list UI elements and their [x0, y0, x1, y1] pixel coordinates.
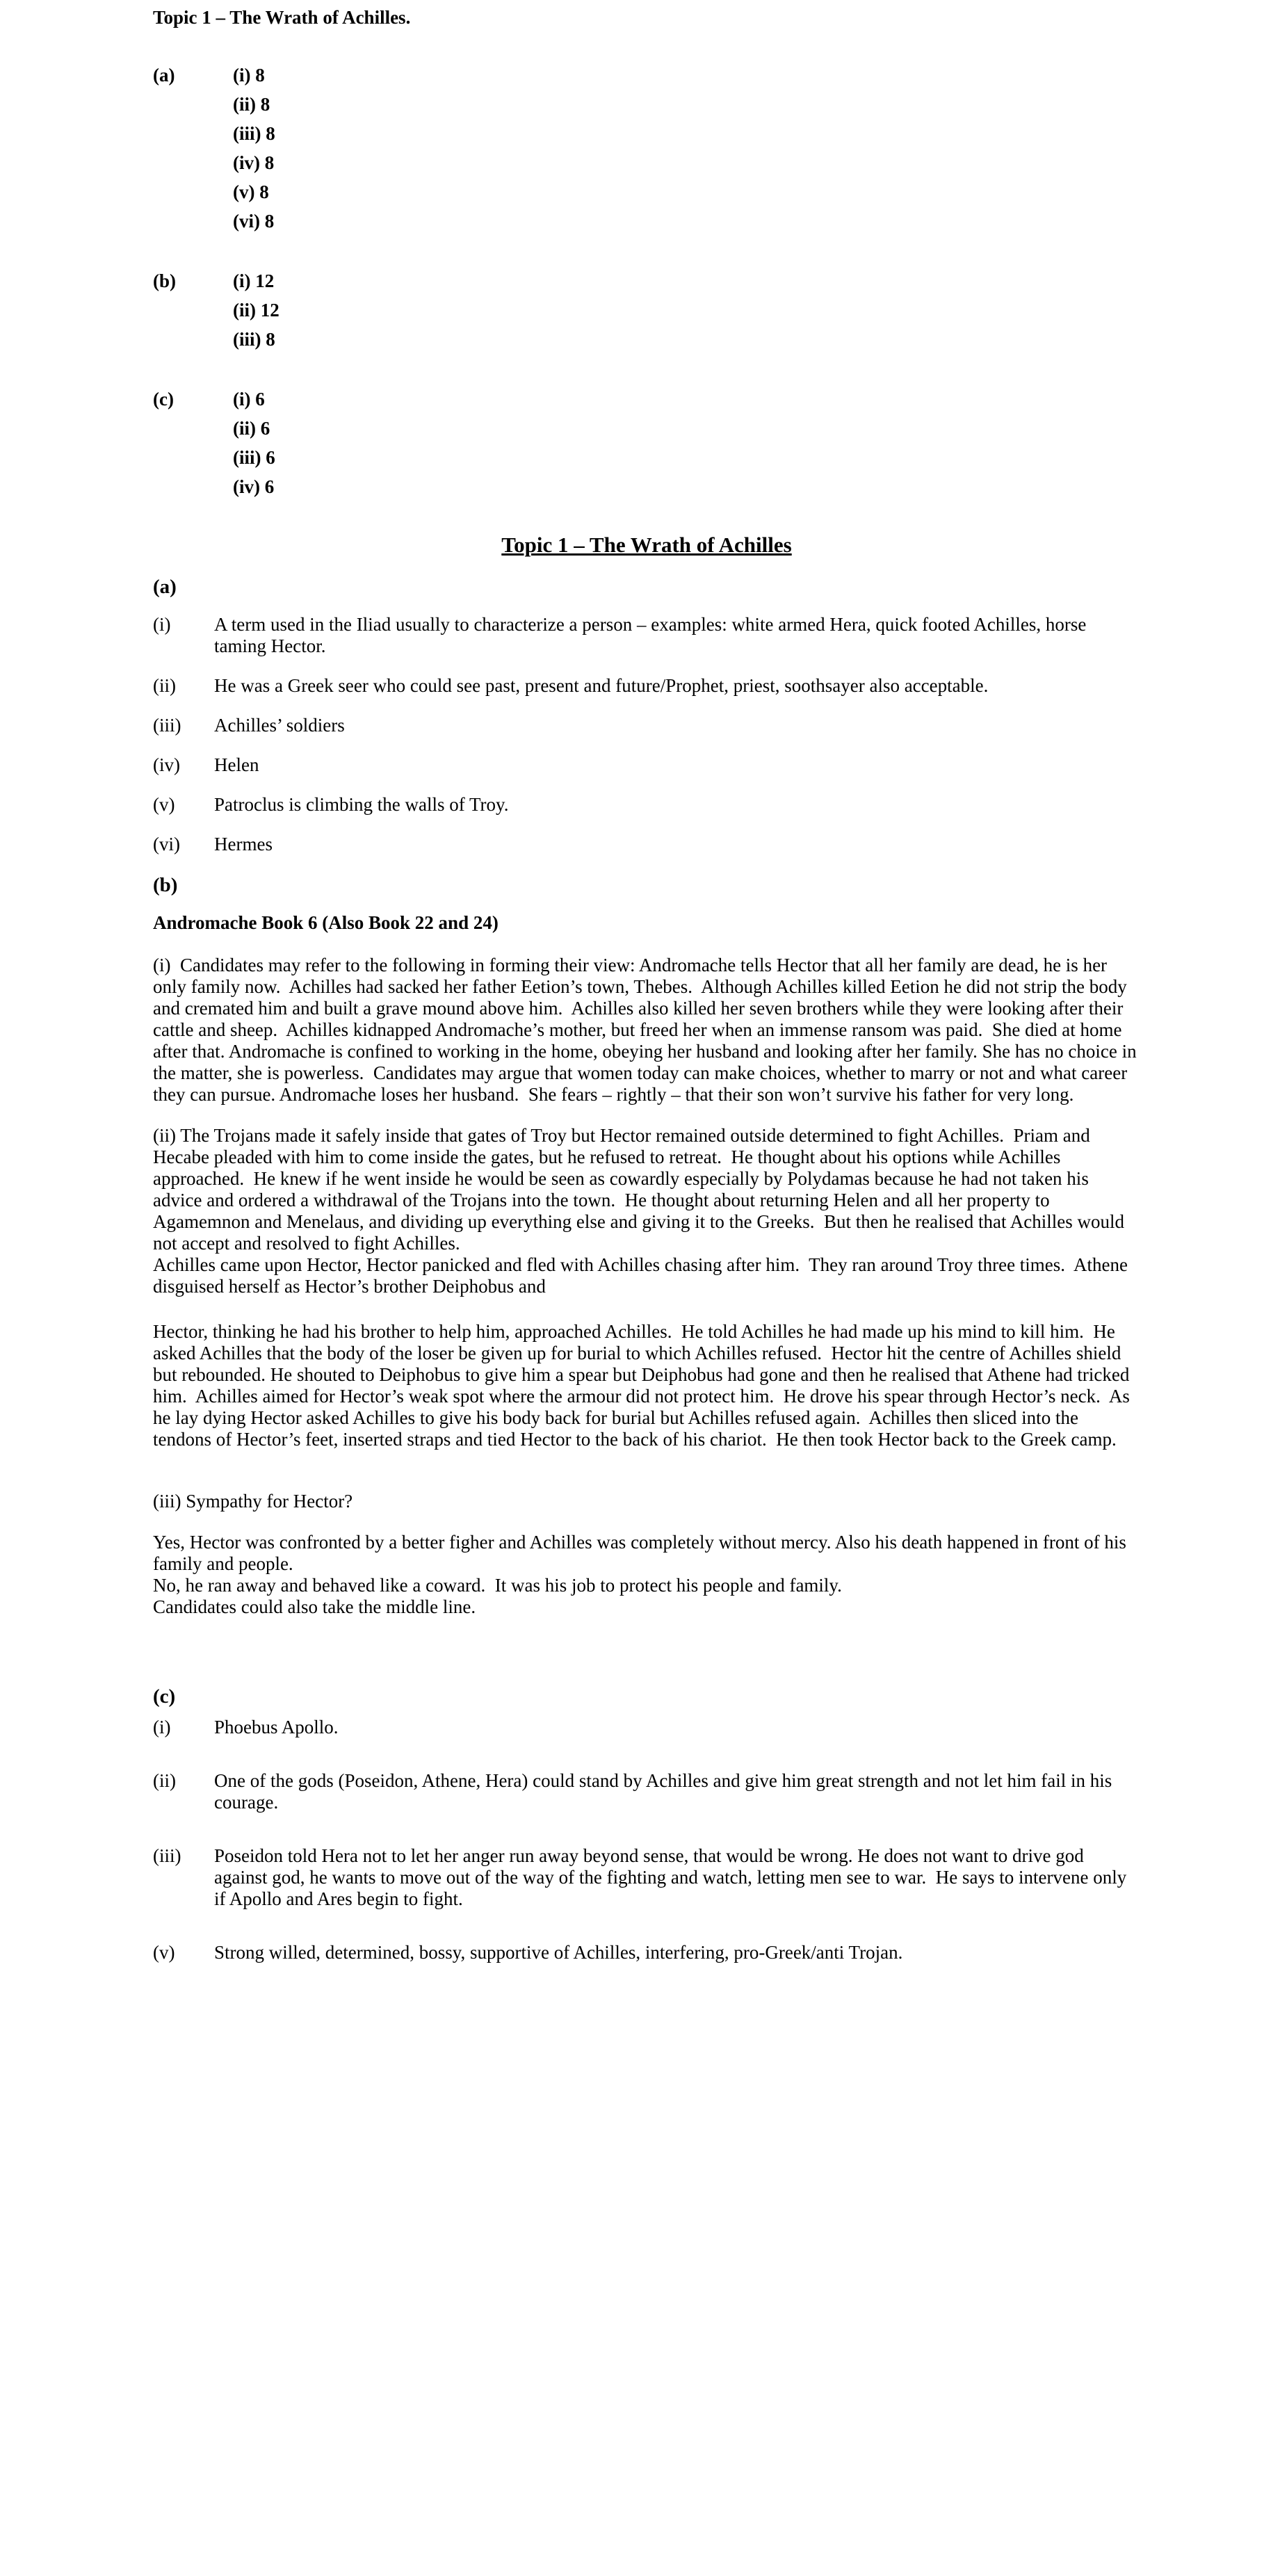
item-number: (iii) [153, 1845, 181, 1866]
marks-group-c [153, 384, 1140, 501]
answer-item-a-i [153, 614, 1140, 657]
mark-allocation: (i) 12 [233, 270, 275, 291]
marks-items-c [233, 384, 275, 501]
item-text: He was a Greek seer who could see past, present and future/Prophet, priest, soothsayer also acceptable. [214, 675, 989, 696]
marks-label-b: (b) [153, 270, 176, 291]
mark-allocation: (i) 6 [233, 389, 265, 410]
marks-items-b [233, 266, 279, 354]
answer-item-a-iv [153, 754, 1140, 776]
marks-header-title: Topic 1 – The Wrath of Achilles. [153, 7, 411, 28]
item-number: (ii) [153, 1770, 176, 1791]
mark-allocation: (i) 8 [233, 65, 265, 86]
item-number: (iii) [153, 715, 181, 736]
paragraph-b-ii-part1: (ii) The Trojans made it safely inside that gates of Troy but Hector remained outside determined to fight Achilles. Priam and Hecabe pleaded with him to come inside the gates, but he refused to retreat. He thought about his options while Achilles approached. He knew if he went inside he would be seen as cowardly especially by Polydamas because he had not taken his advice and ordered a withdrawal of the Trojans into the town. He thought about returning Helen and all her property to Agamemnon and Menelaus, and dividing up everything else and giving it to the Greeks. But then he realised that Achilles would not accept and resolved to fight Achilles. [153, 1125, 1129, 1254]
marks-group-b [153, 266, 1140, 354]
paragraph-b-iii-question: (iii) Sympathy for Hector? [153, 1491, 353, 1512]
mark-allocation: (iii) 8 [233, 123, 275, 144]
item-text: Phoebus Apollo. [214, 1717, 339, 1737]
item-text: Patroclus is climbing the walls of Troy. [214, 794, 509, 815]
page-title: Topic 1 – The Wrath of Achilles [501, 533, 792, 557]
item-number: (v) [153, 794, 175, 815]
mark-allocation: (vi) 8 [233, 211, 275, 232]
item-number: (v) [153, 1942, 175, 1963]
mark-allocation: (iv) 6 [233, 476, 275, 497]
paragraph-b-iii-answer-middle: Candidates could also take the middle line. [153, 1596, 476, 1617]
item-number: (vi) [153, 834, 180, 854]
answer-item-a-v [153, 794, 1140, 816]
paragraph-b-ii-part3: Hector, thinking he had his brother to help him, approached Achilles. He told Achilles he had made up his mind to kill him. He asked Achilles that the body of the loser be given up for burial to which Achilles refused. Hector hit the centre of Achilles shield but rebounded. He shouted to Deiphobus to give him a spear but Deiphobus had gone and then he realised that Athene had tricked him. Achilles aimed for Hector’s weak spot where the armour did not protect him. He drove his spear through Hector’s neck. As he lay dying Hector asked Achilles to give his body back for burial but Achilles refused again. Achilles then sliced into the tendons of Hector’s feet, inserted straps and tied Hector to the back of his chariot. He then took Hector back to the Greek camp. [153, 1321, 1135, 1450]
item-text: One of the gods (Poseidon, Athene, Hera) could stand by Achilles and give him great strength and not let him fail in his courage. [214, 1770, 1117, 1813]
answer-item-c-iii [153, 1845, 1140, 1910]
item-number: (iv) [153, 754, 180, 775]
answer-item-c-v [153, 1942, 1140, 1963]
mark-allocation: (v) 8 [233, 181, 269, 202]
item-number: (ii) [153, 675, 176, 696]
paragraph-b-iii-answer-no: No, he ran away and behaved like a coward. It was his job to protect his people and family. [153, 1575, 842, 1596]
item-number: (i) [153, 1717, 171, 1737]
answer-item-a-ii [153, 675, 1140, 697]
mark-allocation: (iii) 6 [233, 447, 275, 468]
answer-item-a-iii [153, 715, 1140, 736]
answer-item-a-vi [153, 834, 1140, 855]
section-a-label: (a) [153, 576, 177, 598]
section-c-label: (c) [153, 1685, 176, 1708]
mark-allocation: (ii) 6 [233, 418, 270, 439]
mark-allocation: (iii) 8 [233, 329, 275, 350]
answer-item-c-i [153, 1717, 1140, 1738]
answer-item-c-ii [153, 1770, 1140, 1813]
marks-items-a [233, 60, 275, 236]
item-text: Poseidon told Hera not to let her anger run away beyond sense, that would be wrong. He does not want to drive god against god, he wants to move out of the way of the fighting and watch, letting men see to war. He says to intervene only if Apollo and Ares begin to fight. [214, 1845, 1131, 1909]
item-text: Strong willed, determined, bossy, supportive of Achilles, interfering, pro-Greek/anti Trojan. [214, 1942, 903, 1963]
paragraph-b-ii-part2: Achilles came upon Hector, Hector panicked and fled with Achilles chasing after him. They ran around Troy three times. Athene disguised herself as Hector’s brother Deiphobus and [153, 1254, 1133, 1297]
marks-label-c: (c) [153, 389, 174, 410]
item-text: Achilles’ soldiers [214, 715, 345, 736]
item-number: (i) [153, 614, 171, 635]
mark-allocation: (ii) 8 [233, 94, 270, 115]
marks-label-a: (a) [153, 65, 175, 86]
paragraph-b-i: (i) Candidates may refer to the following in forming their view: Andromache tells Hector that all her family are dead, he is her only family now. Achilles had sacked her father Eetion’s town, Thebes. Although Achilles killed Eetion he did not strip the body and cremated him and built a grave mound above him. Achilles also killed her seven brothers while they were looking after their cattle and sheep. Achilles kidnapped Andromache’s mother, but freed her when an immense ransom was paid. She died at home after that. Andromache is confined to working in the home, obeying her husband and looking after her family. She has no choice in the matter, she is powerless. Candidates may argue that women today can make choices, whether to marry or not and what career they can pursue. Andromache loses her husband. She fears – rightly – that their son won’t survive his father for very long. [153, 955, 1142, 1105]
section-b-label: (b) [153, 874, 178, 896]
mark-allocation: (ii) 12 [233, 300, 279, 321]
marks-group-a [153, 60, 1140, 236]
mark-allocation: (iv) 8 [233, 152, 275, 173]
item-text: A term used in the Iliad usually to characterize a person – examples: white armed Hera, quick footed Achilles, horse taming Hector. [214, 614, 1092, 656]
section-b-subheading: Andromache Book 6 (Also Book 22 and 24) [153, 912, 499, 933]
item-text: Hermes [214, 834, 273, 854]
item-text: Helen [214, 754, 259, 775]
paragraph-b-iii-answer-yes: Yes, Hector was confronted by a better figher and Achilles was completely without mercy. Also his death happened in front of his family and people. [153, 1532, 1131, 1574]
